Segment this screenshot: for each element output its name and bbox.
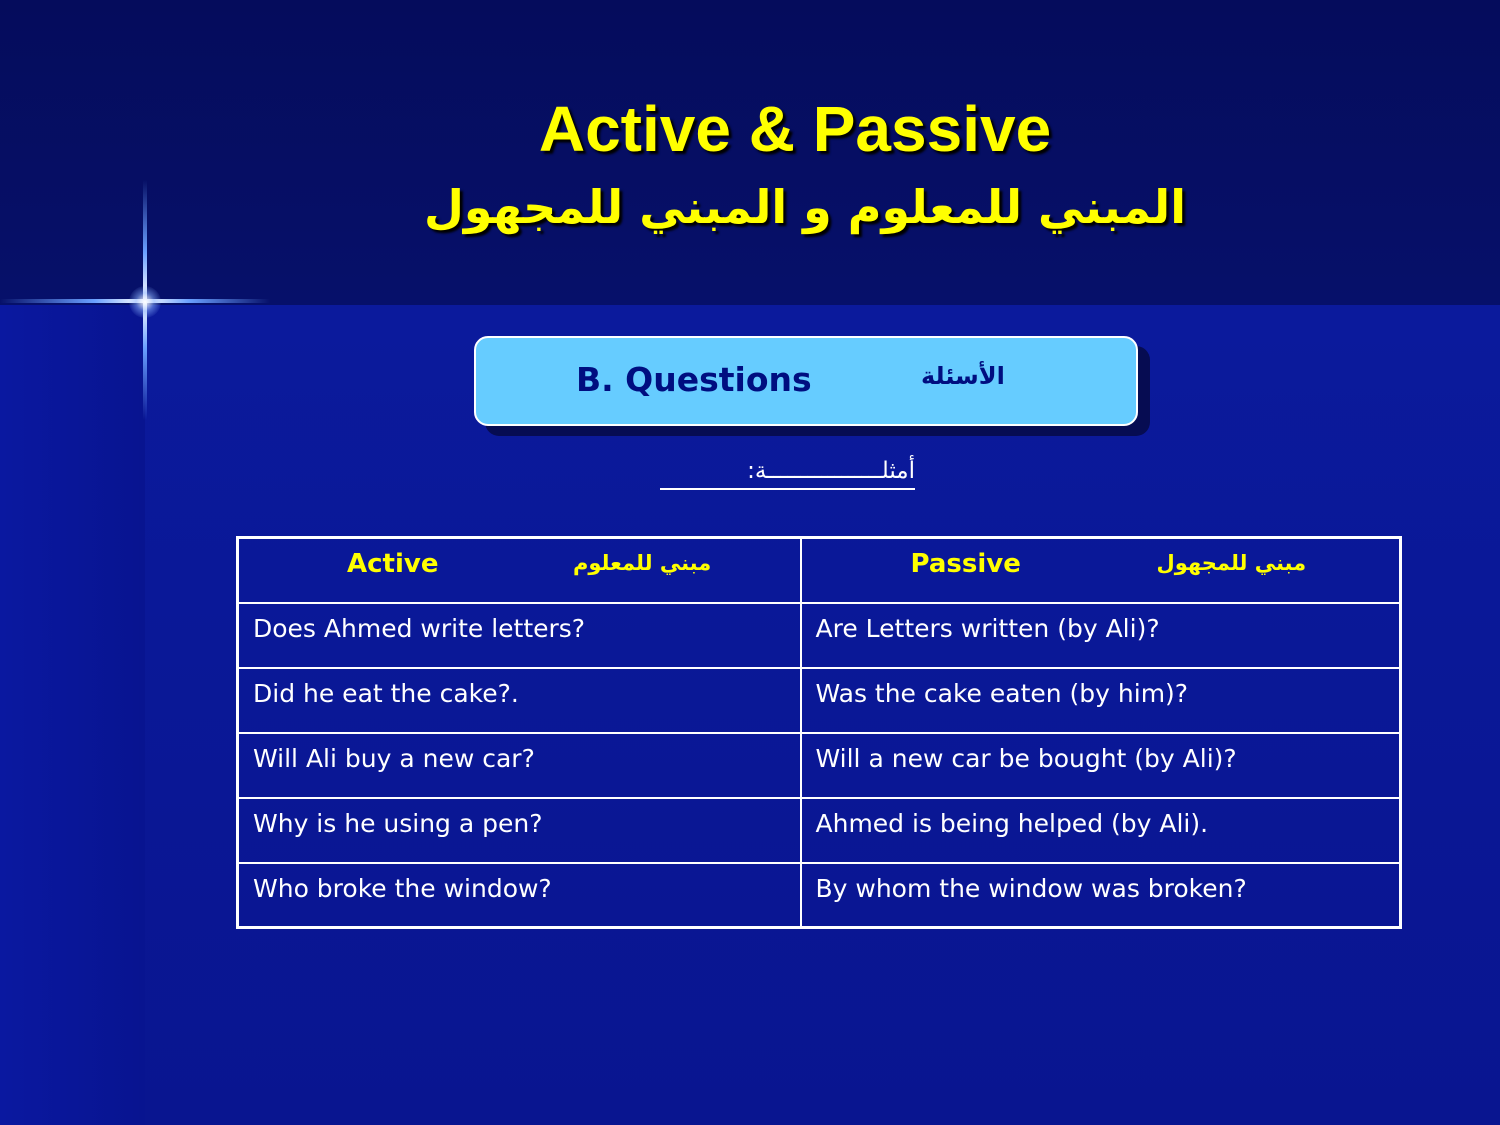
passive-cell: Are Letters written (by Ali)? [801, 603, 1401, 668]
table-row [238, 668, 1401, 733]
table-row [238, 603, 1401, 668]
active-cell: Why is he using a pen? [238, 798, 801, 863]
section-box [474, 336, 1138, 426]
examples-label-arabic: أمثلـــــــــــــــــة: [660, 458, 915, 490]
header-passive-label: Passive [910, 549, 1021, 579]
slide-subtitle-arabic: المبني للمعلوم و المبني للمجهول [424, 180, 1186, 234]
table-row [238, 798, 1401, 863]
slide-left-band [0, 305, 145, 1125]
header-passive-arabic: مبني للمجهول [1156, 551, 1307, 575]
slide-title: Active & Passive [538, 93, 1052, 165]
table-row [238, 863, 1401, 928]
active-cell: Will Ali buy a new car? [238, 733, 801, 798]
section-label: B. Questions [576, 360, 812, 399]
light-flare-icon [129, 286, 161, 318]
header-active-label: Active [347, 549, 439, 579]
passive-cell: Will a new car be bought (by Ali)? [801, 733, 1401, 798]
section-label-arabic: الأسئلة [921, 362, 1005, 390]
passive-cell: By whom the window was broken? [801, 863, 1401, 928]
table-row [238, 733, 1401, 798]
passive-cell: Was the cake eaten (by him)? [801, 668, 1401, 733]
active-cell: Did he eat the cake?. [238, 668, 801, 733]
header-active [238, 538, 801, 603]
passive-cell: Ahmed is being helped (by Ali). [801, 798, 1401, 863]
header-active-arabic: مبني للمعلوم [573, 551, 712, 575]
header-passive [801, 538, 1401, 603]
active-cell: Who broke the window? [238, 863, 801, 928]
table-header-row [238, 538, 1401, 603]
active-cell: Does Ahmed write letters? [238, 603, 801, 668]
questions-table [236, 536, 1402, 929]
